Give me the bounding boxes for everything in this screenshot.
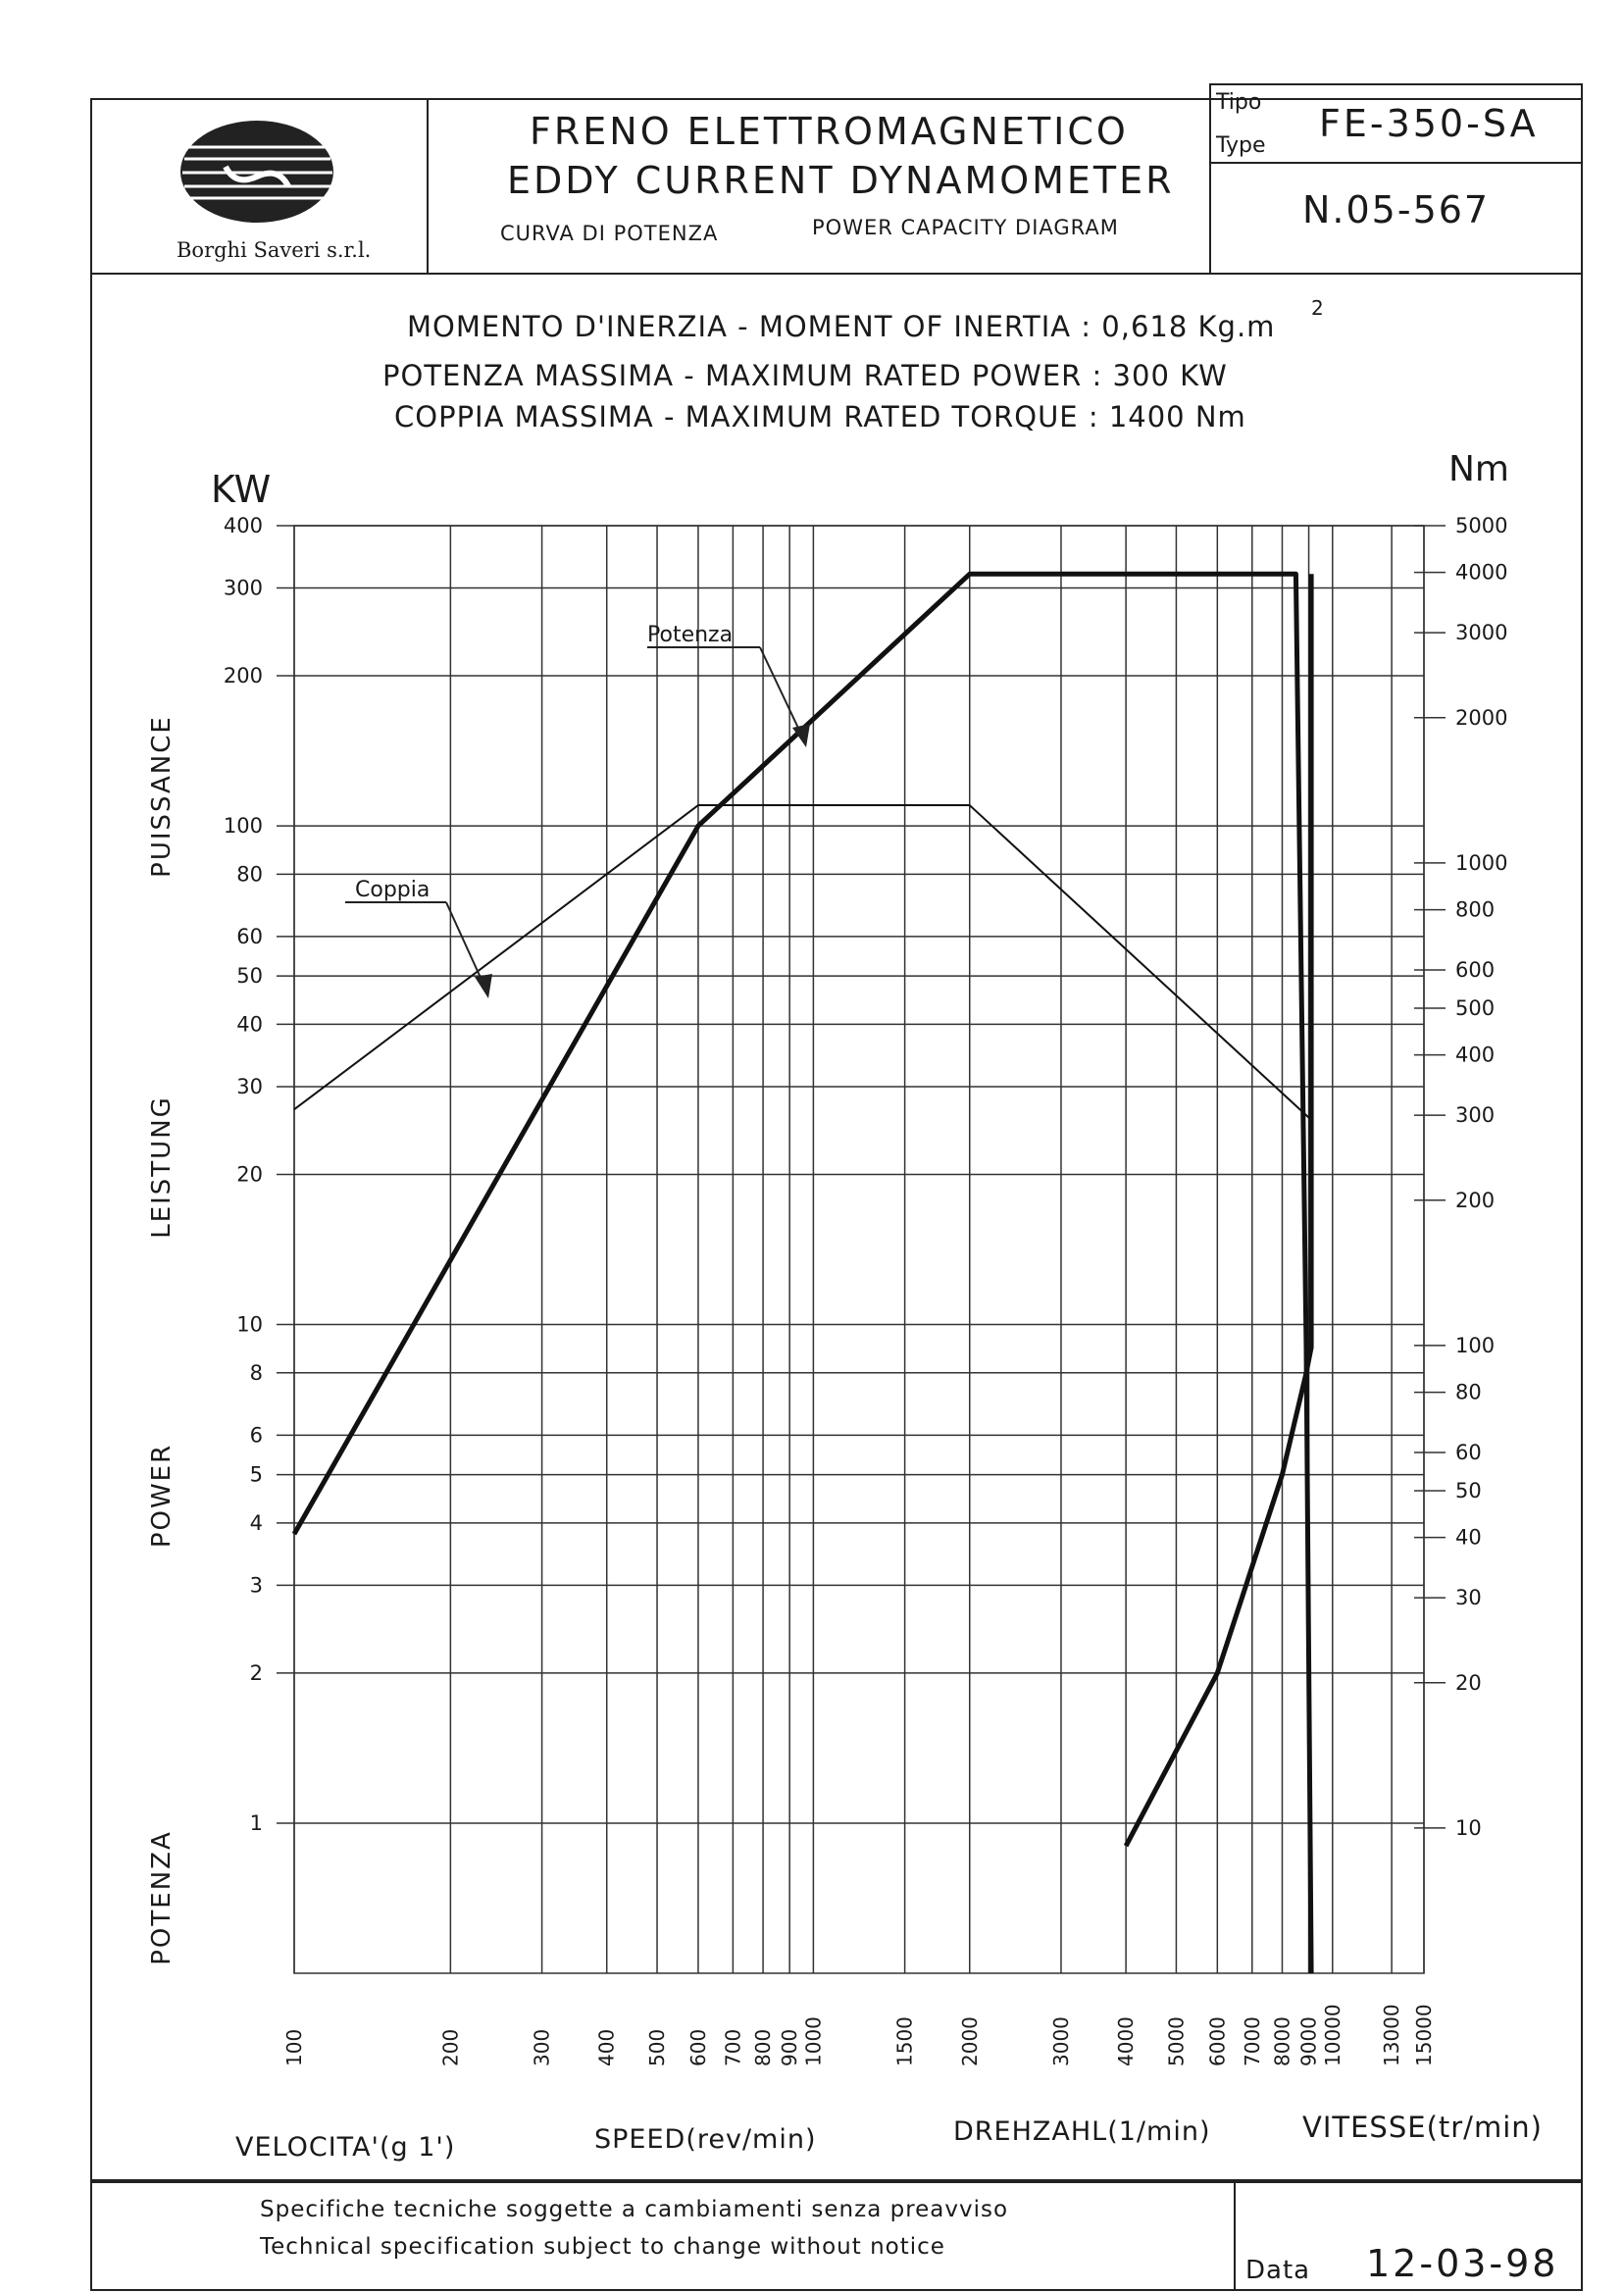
x-word-velocita: VELOCITA'(g 1') <box>235 2132 456 2163</box>
x-word-speed: SPEED(rev/min) <box>594 2124 817 2155</box>
right-tick-label: 80 <box>1455 1380 1482 1404</box>
tipo-label: Tipo <box>1216 90 1262 115</box>
spec-power: POTENZA MASSIMA - MAXIMUM RATED POWER : 300 KW <box>382 359 1228 392</box>
right-tick-label: 800 <box>1455 897 1496 922</box>
x-word-drehzahl: DREHZAHL(1/min) <box>953 2116 1211 2147</box>
right-tick-label: 4000 <box>1455 560 1508 585</box>
x-tick-label: 2000 <box>957 2016 982 2066</box>
axis-word-puissance: PUISSANCE <box>147 715 177 878</box>
model-code: FE-350-SA <box>1319 102 1539 145</box>
right-tick-label: 20 <box>1455 1670 1482 1695</box>
right-tick-label: 5000 <box>1455 514 1508 537</box>
x-tick-label: 7000 <box>1240 2016 1264 2066</box>
x-tick-label: 700 <box>721 2028 745 2066</box>
title-en: EDDY CURRENT DYNAMOMETER <box>507 159 1175 202</box>
left-tick-label: 400 <box>223 514 263 537</box>
left-axis-unit: KW <box>211 468 272 511</box>
right-tick-label: 300 <box>1455 1103 1496 1128</box>
footer-note-en: Technical specification subject to change without notice <box>260 2234 945 2260</box>
x-tick-label: 300 <box>530 2028 554 2066</box>
plot-border <box>294 526 1424 1973</box>
subtitle-en: POWER CAPACITY DIAGRAM <box>812 216 1119 239</box>
x-tick-label: 15000 <box>1412 2004 1436 2066</box>
left-tick-label: 40 <box>236 1012 263 1037</box>
right-tick-label: 200 <box>1455 1188 1496 1212</box>
subtitle-it: CURVA DI POTENZA <box>500 222 719 245</box>
axis-word-potenza: POTENZA <box>147 1830 177 1965</box>
drawing-number: N.05-567 <box>1302 188 1491 231</box>
left-tick-label: 5 <box>249 1462 263 1487</box>
chart-curves <box>294 574 1311 1973</box>
type-label: Type <box>1216 133 1266 158</box>
right-tick-label: 500 <box>1455 996 1496 1020</box>
right-tick-label: 50 <box>1455 1479 1482 1503</box>
annotation-potenza: Potenza <box>647 623 734 647</box>
annotation-potenza-leader <box>760 647 804 740</box>
axis-word-leistung: LEISTUNG <box>147 1095 177 1239</box>
spec-inertia-exponent: 2 <box>1311 296 1324 320</box>
axis-word-power: POWER <box>147 1443 177 1549</box>
left-tick-label: 3 <box>249 1573 263 1598</box>
left-tick-label: 10 <box>236 1312 263 1337</box>
right-tick-label: 400 <box>1455 1043 1496 1067</box>
right-tick-label: 3000 <box>1455 621 1508 645</box>
left-tick-label: 200 <box>223 664 263 688</box>
left-tick-label: 100 <box>223 814 263 839</box>
left-tick-label: 20 <box>236 1162 263 1187</box>
x-word-vitesse: VITESSE(tr/min) <box>1302 2111 1543 2144</box>
series-line-potenza-0 <box>294 574 1311 1973</box>
x-tick-label: 13000 <box>1380 2004 1404 2066</box>
right-tick-labels <box>1455 514 1507 1840</box>
right-tick-label: 600 <box>1455 958 1496 983</box>
series-line-potenza-1 <box>1126 574 1311 1846</box>
x-tick-label: 400 <box>594 2028 619 2066</box>
chart-grid <box>277 526 1446 1973</box>
x-tick-label: 10000 <box>1320 2004 1345 2066</box>
x-tick-label: 6000 <box>1205 2016 1230 2066</box>
x-tick-label: 200 <box>438 2028 463 2066</box>
left-tick-label: 30 <box>236 1074 263 1098</box>
right-tick-label: 2000 <box>1455 705 1508 730</box>
annotation-coppia-arrow <box>475 974 492 998</box>
left-tick-label: 60 <box>236 924 263 948</box>
date-value: 12-03-98 <box>1366 2242 1559 2285</box>
left-tick-label: 6 <box>249 1423 263 1448</box>
right-tick-label: 60 <box>1455 1441 1482 1465</box>
x-tick-label: 9000 <box>1296 2016 1321 2066</box>
left-tick-label: 80 <box>236 862 263 887</box>
x-tick-label: 900 <box>778 2028 802 2066</box>
x-tick-label: 800 <box>751 2028 776 2066</box>
title-it: FRENO ELETTROMAGNETICO <box>530 110 1129 153</box>
company-name: Borghi Saveri s.r.l. <box>177 238 372 262</box>
left-tick-label: 50 <box>236 964 263 989</box>
x-tick-label: 600 <box>685 2028 710 2066</box>
left-tick-label: 2 <box>249 1660 263 1685</box>
x-tick-label: 100 <box>282 2028 306 2066</box>
spec-inertia: MOMENTO D'INERZIA - MOMENT OF INERTIA : 0,618 Kg.m <box>407 310 1276 343</box>
right-tick-label: 100 <box>1455 1333 1496 1357</box>
left-tick-label: 300 <box>223 576 263 600</box>
annotation-coppia: Coppia <box>355 878 431 902</box>
x-tick-label: 4000 <box>1114 2016 1139 2066</box>
right-axis-unit: Nm <box>1448 449 1509 489</box>
date-label: Data <box>1245 2256 1311 2285</box>
series-line-coppia-2 <box>294 805 1309 1117</box>
left-tick-label: 8 <box>249 1360 263 1385</box>
x-tick-label: 8000 <box>1270 2016 1294 2066</box>
left-tick-label: 1 <box>249 1810 263 1835</box>
x-tick-labels <box>282 2004 1436 2066</box>
x-tick-label: 500 <box>645 2028 670 2066</box>
right-tick-label: 30 <box>1455 1586 1482 1610</box>
right-tick-label: 40 <box>1455 1525 1482 1550</box>
x-tick-label: 1500 <box>892 2016 917 2066</box>
x-tick-label: 1000 <box>801 2016 826 2066</box>
footer-note-it: Specifiche tecniche soggette a cambiamenti senza preavviso <box>260 2197 1009 2222</box>
x-tick-label: 5000 <box>1164 2016 1189 2066</box>
x-tick-label: 3000 <box>1048 2016 1073 2066</box>
left-tick-label: 4 <box>249 1510 263 1535</box>
spec-torque: COPPIA MASSIMA - MAXIMUM RATED TORQUE : 1400 Nm <box>394 400 1246 433</box>
right-tick-label: 1000 <box>1455 850 1508 875</box>
left-tick-labels <box>224 514 263 1835</box>
right-tick-label: 10 <box>1455 1815 1482 1840</box>
